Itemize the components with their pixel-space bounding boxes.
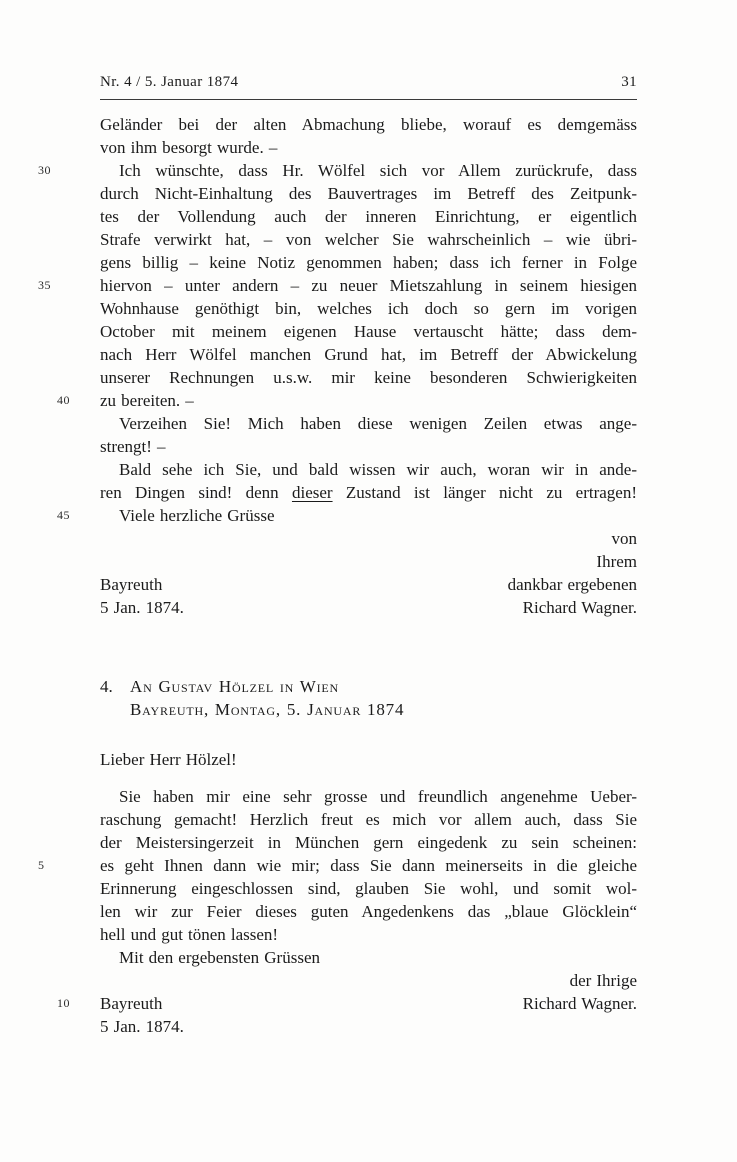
signature-right: Richard Wagner. (522, 994, 637, 1013)
margin-line-number: 45 (57, 508, 70, 522)
text-line (100, 435, 637, 458)
letter-title: An Gustav Hölzel in Wien (130, 677, 339, 696)
line-text: Viele herzliche Grüsse (119, 506, 275, 525)
signature-left: 5 Jan. 1874. (100, 598, 184, 617)
line-text: Erinnerung eingeschlossen sind, glauben Sie wohl, und somit wol- (100, 879, 637, 898)
text-line (100, 831, 637, 854)
text-line (57, 504, 637, 527)
text-line (100, 320, 637, 343)
line-text: Wohnhause genöthigt bin, welches ich doch so gern im vorigen (100, 299, 637, 318)
line-text: Zustand ist länger nicht zu ertragen! (332, 483, 637, 502)
underlined-word: dieser (291, 483, 333, 502)
text-line (100, 458, 637, 481)
line-text: strengt! – (100, 437, 166, 456)
page-content (38, 74, 637, 1038)
signature-line (100, 550, 637, 573)
line-text: Geländer bei der alten Abmachung bliebe, worauf es demgemäss (100, 115, 637, 134)
margin-line-number: 10 (57, 996, 70, 1010)
margin-line-number: 40 (57, 393, 70, 407)
line-text: es geht Ihnen dann wie mir; dass Sie dann meinerseits in die gleiche (100, 856, 637, 875)
margin-line-number: 35 (38, 278, 51, 292)
signature-right: Richard Wagner. (522, 598, 637, 617)
text-line (100, 808, 637, 831)
signature-right: von (611, 529, 637, 548)
letter-4-subtitle-line (130, 698, 637, 721)
text-line (100, 136, 637, 159)
line-text: tes der Vollendung auch der inneren Einrichtung, er eigentlich (100, 207, 637, 226)
page-header (100, 74, 637, 100)
text-line (100, 785, 637, 808)
letter-number: 4. (100, 677, 113, 696)
line-text: Mit den ergebensten Grüssen (119, 948, 320, 967)
signature-line (100, 596, 637, 619)
text-line (100, 182, 637, 205)
text-line (100, 297, 637, 320)
signature-left: Bayreuth (100, 575, 163, 594)
text-line (38, 854, 637, 877)
signature-right: der Ihrige (569, 971, 637, 990)
signature-left: Bayreuth (100, 994, 163, 1013)
salutation: Lieber Herr Hölzel! (100, 750, 237, 769)
letter-4-body (38, 785, 637, 969)
line-text: ren Dingen sind! denn (100, 483, 292, 502)
text-line (57, 389, 637, 412)
signature-line (57, 992, 637, 1015)
line-text: len wir zur Feier dieses guten Angedenkens das „blaue Glöcklein“ (100, 902, 637, 921)
line-text: raschung gemacht! Herzlich freut es mich vor allem auch, dass Sie (100, 810, 637, 829)
line-text: Bald sehe ich Sie, und bald wissen wir auch, woran wir in ande- (119, 460, 637, 479)
signature-line (100, 527, 637, 550)
line-text: hiervon – unter andern – zu neuer Mietszahlung in seinem hiesigen (100, 276, 637, 295)
signature-left: 5 Jan. 1874. (100, 1017, 184, 1036)
signature-line (100, 573, 637, 596)
text-line (100, 113, 637, 136)
text-line (100, 481, 637, 504)
text-line (100, 343, 637, 366)
line-text: hell und gut tönen lassen! (100, 925, 279, 944)
line-text: unserer Rechnungen u.s.w. mir keine besonderen Schwierigkeiten (100, 368, 637, 387)
text-line (100, 205, 637, 228)
line-text: Ich wünschte, dass Hr. Wölfel sich vor Allem zurückrufe, dass (119, 161, 637, 180)
letter-3-signature-block (100, 527, 637, 619)
line-text: gens billig – keine Notiz genommen haben; dass ich ferner in Folge (100, 253, 637, 272)
letter-place-date: Bayreuth, Montag, 5. Januar 1874 (130, 700, 405, 719)
running-title: Nr. 4 / 5. Januar 1874 (100, 74, 239, 90)
text-line (100, 412, 637, 435)
text-line (100, 923, 637, 946)
signature-right: dankbar ergebenen (507, 575, 637, 594)
line-text: von ihm besorgt wurde. – (100, 138, 278, 157)
text-line (100, 900, 637, 923)
text-line (100, 366, 637, 389)
page-number: 31 (621, 74, 637, 90)
margin-line-number: 30 (38, 163, 51, 177)
text-line (100, 877, 637, 900)
line-text: Strafe verwirkt hat, – von welcher Sie wahrscheinlich – wie übri- (100, 230, 637, 249)
line-text: der Meistersingerzeit in München gern eingedenk zu sein scheinen: (100, 833, 637, 852)
letter-text (38, 113, 637, 1038)
text-line (38, 159, 637, 182)
letter-4-signature-block (57, 969, 637, 1038)
line-text: zu bereiten. – (100, 391, 194, 410)
signature-right: Ihrem (596, 552, 637, 571)
signature-line (100, 1015, 637, 1038)
signature-line (100, 969, 637, 992)
text-line (100, 251, 637, 274)
margin-line-number: 5 (38, 858, 45, 872)
text-line (100, 228, 637, 251)
line-text: Verzeihen Sie! Mich haben diese wenigen Zeilen etwas ange- (119, 414, 637, 433)
letter-4-heading (100, 675, 637, 721)
letter-3-body (38, 113, 637, 527)
line-text: October mit meinem eigenen Hause vertauscht hätte; dass dem- (100, 322, 637, 341)
text-line (38, 274, 637, 297)
line-text: durch Nicht-Einhaltung des Bauvertrages im Betreff des Zeitpunk- (100, 184, 637, 203)
text-line (100, 946, 637, 969)
letter-4-title-line (100, 675, 637, 698)
line-text: nach Herr Wölfel manchen Grund hat, im Betreff der Abwickelung (100, 345, 637, 364)
line-text: Sie haben mir eine sehr grosse und freundlich angenehme Ueber- (119, 787, 637, 806)
